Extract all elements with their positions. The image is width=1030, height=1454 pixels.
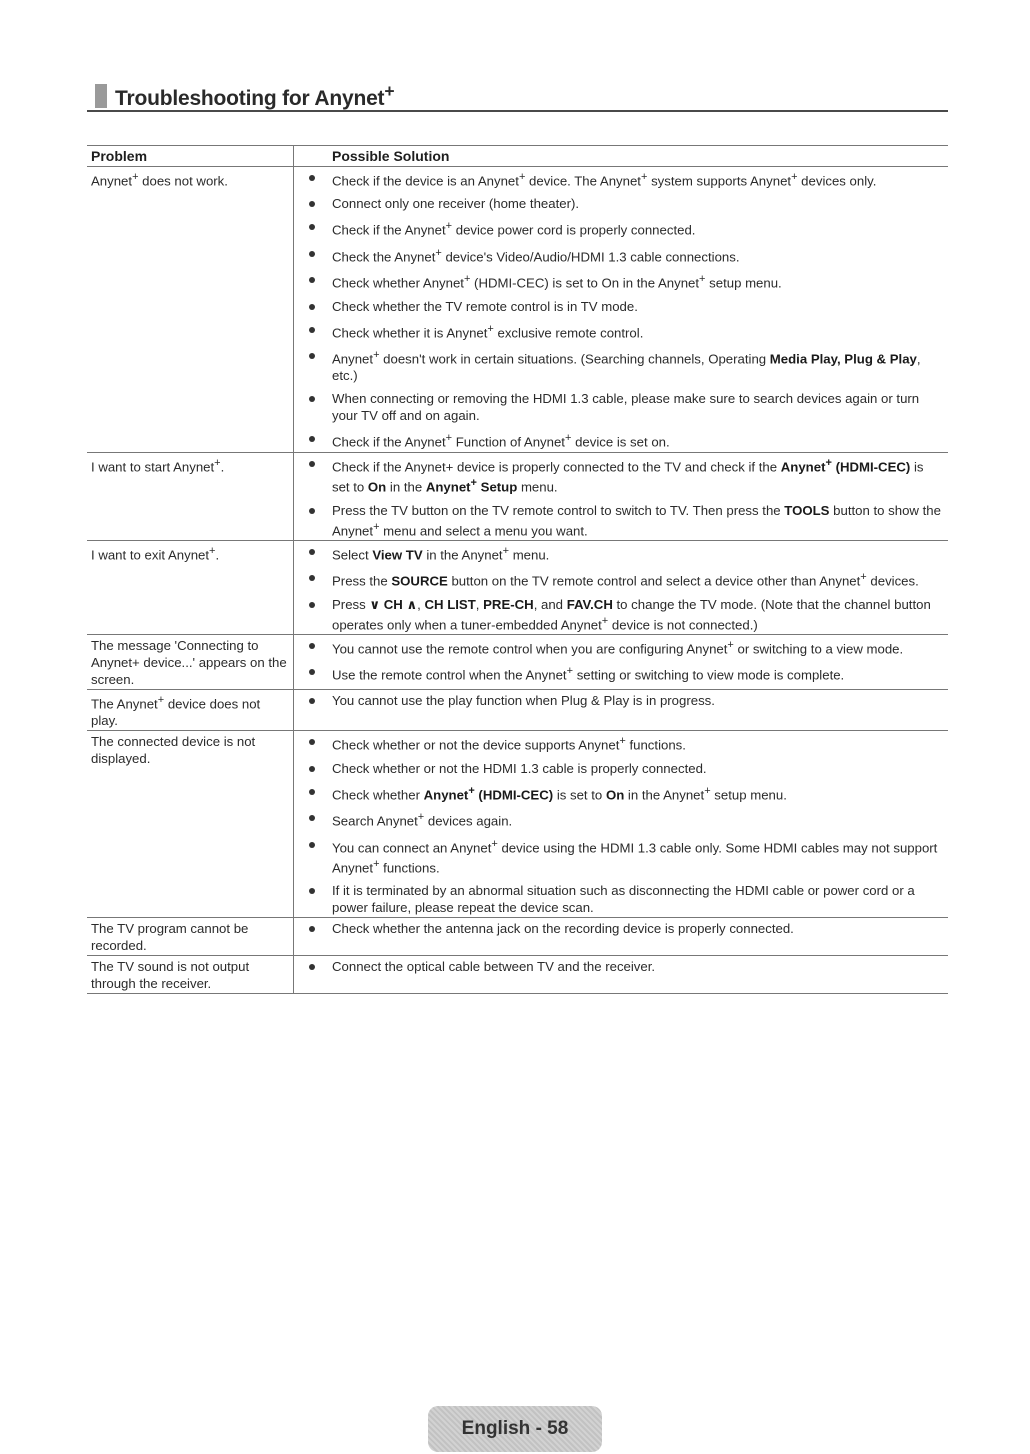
solution-text-run: system supports Anynet — [647, 173, 792, 189]
solution-text-run: Check if the device is an Anynet — [332, 173, 519, 189]
solution-item — [298, 455, 944, 496]
troubleshooting-table — [87, 145, 948, 994]
solution-text-run: On — [605, 787, 625, 803]
solution-text-run: When connecting or removing the HDMI 1.3 cable, please make sure to search devices again or turn your TV off and on again. — [332, 391, 920, 424]
solution-list — [298, 637, 944, 684]
bullet-icon — [309, 436, 315, 442]
solution-cell — [294, 635, 949, 690]
problem-cell — [87, 690, 294, 731]
solution-text-run: + — [564, 432, 572, 445]
solution-text-run: Check whether or not the HDMI 1.3 cable is properly connected. — [332, 760, 707, 776]
solution-text-run: View TV — [372, 547, 423, 563]
solution-text-run: Press the TV button on the TV remote control to switch to TV. Then press the — [332, 502, 785, 518]
solution-item — [298, 321, 944, 341]
solution-text-run: device's Video/Audio/HDMI 1.3 cable connections. — [441, 249, 740, 265]
solution-text-run: , — [475, 596, 484, 612]
bullet-icon — [309, 669, 315, 675]
bullet-icon — [309, 353, 315, 359]
solution-text-run: exclusive remote control. — [493, 324, 644, 340]
heading-accent-bar — [95, 84, 107, 108]
bullet-icon — [309, 224, 315, 230]
solution-text-run: Select — [332, 547, 373, 563]
solution-text-run: + — [502, 544, 510, 557]
solution-item — [298, 195, 944, 212]
solution-text-run: Check whether it is Anynet — [332, 324, 488, 340]
solution-list — [298, 543, 944, 633]
solution-item — [298, 783, 944, 803]
solution-item — [298, 733, 944, 753]
solution-text-run: Connect only one receiver (home theater). — [332, 196, 580, 212]
solution-text-run: Press the — [332, 573, 392, 589]
solution-text-run: + — [445, 432, 453, 445]
solution-text-run: + — [373, 520, 380, 533]
solution-cell — [294, 167, 949, 453]
problem-text-run: . — [215, 547, 220, 563]
solution-text-run: Check if the Anynet+ device is properly connected to the TV and check if the — [332, 459, 781, 475]
solution-list — [298, 169, 944, 451]
solution-text-run: FAV.CH — [566, 596, 613, 612]
bullet-icon — [309, 643, 315, 649]
solution-item — [298, 271, 944, 291]
solution-text-run: Use the remote control when the Anynet — [332, 667, 567, 683]
problem-text-run: I want to exit Anynet — [91, 547, 210, 563]
table-row — [87, 167, 948, 453]
solution-text-run: + — [860, 571, 867, 584]
solution-cell — [294, 690, 949, 731]
solution-text-run: to change the TV mode. (Note that the channel button operates only when a tuner-embedded Anynet — [332, 596, 931, 633]
solution-text-run: doesn't work in certain situations. (Searching channels, Operating — [379, 351, 770, 367]
solution-text-run: Search Anynet — [332, 813, 418, 829]
table-row — [87, 635, 948, 690]
bullet-icon — [309, 789, 315, 795]
solution-text-run: + — [727, 639, 734, 652]
solution-item — [298, 882, 944, 916]
solution-list — [298, 455, 944, 539]
problem-text-run: Anynet — [91, 173, 133, 189]
bullet-icon — [309, 251, 315, 257]
solution-text-run: or switching to a view mode. — [733, 641, 904, 657]
bullet-icon — [309, 602, 315, 608]
solution-item — [298, 569, 944, 589]
solution-text-run: Check if the Anynet — [332, 222, 446, 238]
solution-text-run: devices only. — [797, 173, 877, 189]
bullet-icon — [309, 201, 315, 207]
solution-text-run: SOURCE — [391, 573, 448, 589]
solution-text-run: + — [518, 171, 526, 183]
solution-text-run: button on the TV remote control and select a device other than Anynet — [447, 573, 861, 589]
solution-text-run: Check the Anynet — [332, 249, 436, 265]
solution-text-run: (HDMI-CEC) — [831, 459, 911, 475]
solution-text-run: Check whether — [332, 787, 424, 803]
solution-item — [298, 958, 944, 975]
solution-text-run: + — [417, 811, 425, 824]
solution-text-run: , etc.) — [332, 351, 921, 384]
solution-text-run: + — [487, 322, 494, 335]
solution-text-run: Connect the optical cable between TV and the receiver. — [332, 959, 656, 975]
solution-text-run: Check whether Anynet — [332, 275, 464, 291]
table-row — [87, 690, 948, 731]
solution-text-run: is set to — [332, 459, 924, 495]
page-number-badge — [428, 1406, 602, 1452]
solution-cell — [294, 452, 949, 540]
bullet-icon — [309, 575, 315, 581]
solution-text-run: + — [373, 858, 380, 871]
solution-text-run: in the — [386, 479, 426, 495]
solution-text-run: device using the HDMI 1.3 cable only. Some HDMI cables may not support Anynet — [332, 840, 938, 876]
solution-text-run: Anynet — [332, 351, 374, 367]
problem-text-run: . — [220, 459, 225, 475]
solution-text-run: + — [619, 735, 626, 748]
problem-cell — [87, 918, 294, 956]
problem-text-run: The TV program cannot be recorded. — [91, 921, 249, 954]
table-row — [87, 956, 948, 994]
problem-text-run: + — [214, 456, 221, 469]
problem-cell — [87, 452, 294, 540]
bullet-icon — [309, 508, 315, 514]
table-row — [87, 918, 948, 956]
solution-item — [298, 760, 944, 777]
solution-text-run: Setup — [476, 479, 518, 495]
problem-text-run: + — [132, 171, 139, 183]
header-solution: Possible Solution — [294, 146, 949, 167]
solution-text-run: + — [566, 665, 574, 678]
solution-text-run: + — [470, 477, 477, 490]
problem-text-run: + — [157, 694, 165, 707]
solution-text-run: , and — [533, 596, 567, 612]
solution-item — [298, 218, 944, 238]
solution-text-run: + — [463, 273, 471, 286]
table-row — [87, 540, 948, 634]
solution-text-run: in the Anynet — [422, 547, 503, 563]
page-heading — [87, 80, 948, 112]
table-body — [87, 167, 948, 994]
bullet-icon — [309, 396, 315, 402]
solution-item — [298, 347, 944, 384]
solution-text-run: Anynet — [423, 787, 469, 803]
problem-cell — [87, 167, 294, 453]
solution-text-run: PRE-CH — [483, 596, 534, 612]
problem-cell — [87, 956, 294, 994]
problem-text-run: The message 'Connecting to Anynet+ device...' appears on the screen. — [91, 638, 287, 688]
solution-cell — [294, 540, 949, 634]
solution-text-run: Anynet — [780, 459, 826, 475]
solution-text-run: device. The Anynet — [525, 173, 641, 189]
bullet-icon — [309, 461, 315, 467]
solution-item — [298, 430, 944, 450]
header-problem: Problem — [87, 146, 294, 167]
bullet-icon — [309, 549, 315, 555]
solution-text-run: is set to — [553, 787, 606, 803]
solution-text-run: device is not connected.) — [608, 617, 758, 633]
problem-text-run: + — [209, 544, 216, 557]
solution-text-run: (HDMI-CEC) is set to On in the Anynet — [470, 275, 700, 291]
solution-text-run: menu. — [517, 479, 558, 495]
solution-text-run: + — [468, 784, 475, 797]
solution-text-run: device power cord is properly connected. — [452, 222, 696, 238]
solution-text-run: button to show the Anynet — [332, 502, 941, 538]
solution-cell — [294, 918, 949, 956]
solution-text-run: (HDMI-CEC) — [474, 787, 554, 803]
solution-text-run: devices. — [866, 573, 919, 589]
solution-item — [298, 692, 944, 709]
solution-text-run: devices again. — [424, 813, 513, 829]
solution-item — [298, 169, 944, 189]
solution-text-run: device is set on. — [571, 434, 670, 450]
solution-text-run: If it is terminated by an abnormal situation such as disconnecting the HDMI cable or power cord or a power failure, please repeat the device scan. — [332, 883, 915, 916]
solution-list — [298, 958, 944, 975]
bullet-icon — [309, 888, 315, 894]
table-row — [87, 731, 948, 918]
page-title-sup: + — [384, 81, 395, 101]
solution-text-run: + — [791, 171, 798, 183]
solution-text-run: functions. — [379, 860, 440, 876]
solution-text-run: + — [435, 246, 442, 259]
solution-list — [298, 733, 944, 916]
solution-text-run: Anynet — [425, 479, 471, 495]
bullet-icon — [309, 766, 315, 772]
page-title — [115, 81, 394, 111]
solution-item — [298, 836, 944, 877]
bullet-icon — [309, 842, 315, 848]
solution-text-run: You can connect an Anynet — [332, 840, 492, 856]
solution-list — [298, 692, 944, 709]
problem-cell — [87, 731, 294, 918]
solution-item — [298, 502, 944, 539]
solution-text-run: menu. — [509, 547, 550, 563]
solution-text-run: Media Play, Plug & Play — [769, 351, 917, 367]
solution-item — [298, 596, 944, 633]
table-row — [87, 452, 948, 540]
solution-item — [298, 637, 944, 657]
solution-item — [298, 245, 944, 265]
solution-text-run: ∨ CH ∧ — [369, 596, 418, 612]
solution-text-run: You cannot use the remote control when you are configuring Anynet — [332, 641, 728, 657]
solution-text-run: in the Anynet — [624, 787, 705, 803]
solution-text-run: On — [367, 479, 387, 495]
solution-text-run: Check whether the antenna jack on the recording device is properly connected. — [332, 921, 794, 937]
solution-cell — [294, 731, 949, 918]
page-number: English - 58 — [461, 1418, 569, 1439]
problem-text-run: The TV sound is not output through the receiver. — [91, 959, 250, 992]
solution-text-run: + — [825, 456, 832, 469]
problem-cell — [87, 635, 294, 690]
bullet-icon — [309, 175, 315, 181]
solution-text-run: setup menu. — [705, 275, 782, 291]
solution-text-run: + — [601, 614, 609, 627]
bullet-icon — [309, 304, 315, 310]
problem-cell — [87, 540, 294, 634]
solution-item — [298, 298, 944, 315]
solution-text-run: Check whether the TV remote control is in TV mode. — [332, 298, 638, 314]
bullet-icon — [309, 327, 315, 333]
bullet-icon — [309, 698, 315, 704]
bullet-icon — [309, 739, 315, 745]
solution-list — [298, 920, 944, 937]
solution-text-run: + — [699, 273, 706, 286]
problem-text-run: device does not play. — [91, 696, 261, 729]
solution-text-run: + — [491, 837, 498, 850]
solution-text-run: + — [704, 784, 711, 797]
bullet-icon — [309, 277, 315, 283]
solution-item — [298, 809, 944, 829]
problem-text-run: The Anynet — [91, 696, 158, 712]
table-header-row — [87, 146, 948, 167]
problem-text-run: I want to start Anynet — [91, 459, 215, 475]
solution-item — [298, 663, 944, 683]
solution-text-run: Press — [332, 596, 370, 612]
solution-text-run: CH LIST — [424, 596, 476, 612]
solution-item — [298, 920, 944, 937]
bullet-icon — [309, 964, 315, 970]
solution-text-run: menu and select a menu you want. — [379, 522, 588, 538]
solution-text-run: setting or switching to view mode is complete. — [573, 667, 845, 683]
solution-text-run: Check if the Anynet — [332, 434, 446, 450]
solution-text-run: functions. — [625, 737, 686, 753]
problem-text-run: does not work. — [138, 173, 228, 189]
solution-text-run: + — [373, 348, 380, 361]
solution-text-run: + — [445, 220, 453, 233]
solution-text-run: Function of Anynet — [452, 434, 565, 450]
bullet-icon — [309, 815, 315, 821]
solution-item — [298, 390, 944, 424]
solution-text-run: You cannot use the play function when Plug & Play is in progress. — [332, 693, 715, 709]
solution-cell — [294, 956, 949, 994]
solution-item — [298, 543, 944, 563]
solution-text-run: + — [640, 171, 648, 183]
solution-text-run: , — [417, 596, 425, 612]
solution-text-run: TOOLS — [784, 502, 830, 518]
problem-text-run: The connected device is not displayed. — [91, 734, 256, 767]
solution-text-run: Check whether or not the device supports Anynet — [332, 737, 620, 753]
solution-text-run: setup menu. — [710, 787, 787, 803]
page-title-text: Troubleshooting for Anynet — [115, 87, 385, 110]
bullet-icon — [309, 926, 315, 932]
